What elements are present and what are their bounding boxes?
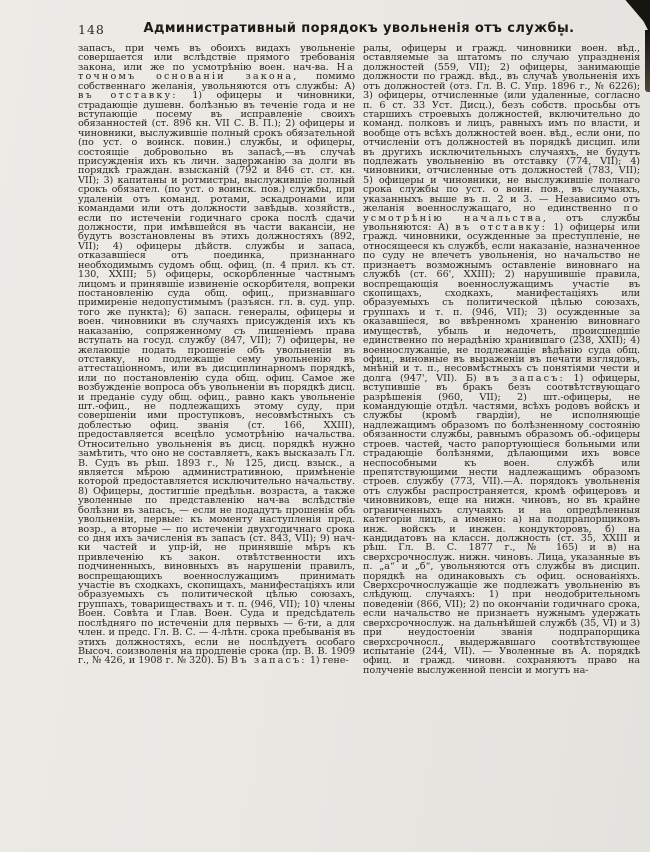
article-body xyxy=(78,44,640,785)
page-title: Административный порядокъ увольненія отъ службы. xyxy=(143,21,575,36)
page-header xyxy=(78,21,640,39)
text-column-left: запасъ, при чемъ въ обоихъ видахъ увольненіе совершается или вслѣдствіе прямого требованія закона, или же по усмотрѣнію воен. нач-ва. На точномъ основаніи закона, помимо собственнаго желанія, увольняются отъ службы: А) въ отставку: 1) офицеры и чиновники, страдающіе душевн. болѣзнью въ теченіе года и не вступающіе посему въ исправленіе своихъ обязанностей (ст. 896 кн. VII С. В. П.); 2) офицеры и чиновники, выслужившіе полный срокъ обязательной (по уст. о воинск. повин.) службы, и офицеры, состоящіе добровольно въ запасѣ,—въ случаѣ присужденія ихъ къ личн. задержанію за долги въ порядкѣ граждан. взысканій (792 и 846 ст. ст. кн. VII); 3) капитаны и ротмистры, выслужившіе полный срокъ обязател. (по уст. о воинск. пов.) службы, при удаленіи отъ команд. ротами, эскадронами или командами или отъ должности завѣдыв. хозяйств., если по истеченіи годичнаго срока послѣ сдачи должности, при имѣвшейся въ части вакансіи, не будутъ возстановлены въ этихъ должностяхъ (892, VII); 4) офицеры дѣйств. службы и запаса, отказавшіеся отъ поединка, признаннаго необходимымъ судомъ общ. офиц. (п. 4 прил. къ ст. 130, XXIII; 5) офицеры, оскорбленные частнымъ лицомъ и принявшіе извиненіе оскорбителя, вопреки постановленію суда общ. офиц., признавшаго примиреніе недопустимымъ (разъясн. гл. в. суд. упр. того же пункта); 6) запасн. генералы, офицеры и воен. чиновники въ случаяхъ присужденія ихъ къ наказанію, сопряженному съ лишеніемъ права вступать на госуд. службу (847, VII); 7) офицеры, не желающіе подать прошеніе объ увольненіи въ отставку, но подлежащіе сему увольненію въ аттестаціонномъ, или въ дисциплинарномъ порядкѣ, или по постановленію суда общ. офиц. Самое же возбужденіе вопроса объ увольненіи въ порядкѣ дисц. и преданіе суду общ. офиц., равно какъ увольненіе шт.-офиц., не подлежащихъ этому суду, при совершеніи ими проступковъ, несовмѣстныхъ съ доблестью офиц. званія (ст. 166, XXIII), предоставляется всецѣло усмотрѣнію начальства. Относительно увольненія въ дисц. порядкѣ нужно замѣтить, что оно не составляетъ, какъ высказалъ Гл. В. Судъ въ рѣш. 1893 г., № 125, дисц. взыск., а является мѣрою административною, примѣненіе которой предоставляется исключительно начальству. 8) Офицеры, достигшіе предѣльн. возраста, а также уволенные по представленію нач-ва вслѣдствіе болѣзни въ запасъ, — если не подадутъ прошенія объ увольненіи, первые: къ моменту наступленія пред. возр., а вторые — по истеченіи двухгодичнаго срока со дня ихъ зачисленія въ запасъ (ст. 843, VII); 9) нач-ки частей и упр-ій, не принявшіе мѣръ къ привлеченію къ закон. отвѣтственности ихъ подчиненныхъ, виновныхъ въ нарушеніи правилъ, воспрещающихъ военнослужащимъ принимать участіе въ сходкахъ, скопищахъ, манифестаціяхъ или образуемыхъ съ политической цѣлью союзахъ, группахъ, товариществахъ и т. п. (946, VII); 10) члены Воен. Совѣта и Глав. Воен. Суда и предсѣдатель послѣдняго по истеченіи для первыхъ — 6-ти, а для член. и предс. Гл. В. С. — 4-лѣтн. срока пребыванія въ этихъ должностяхъ, если не послѣдуетъ особаго Высоч. соизволенія на продленіе срока (пр. В. В. 1909 г., № 426, и 1908 г. № 320). Б) Въ запасъ: 1) гене- xyxy=(78,44,355,667)
page-number: 148 xyxy=(78,22,105,37)
text-column-right: ралы, офицеры и гражд. чиновники воен. вѣд., оставляемые за штатомъ по случаю упраздненія должностей (559, VII); 2) офицеры, занимающіе должности по гражд. вѣд., въ случаѣ увольненія ихъ отъ должностей (отз. Гл. В. С. Упр. 1896 г., № 6226); 3) офицеры, отчисленные (или удаленные, согласно п. 6 ст. 33 Уст. Дисц.), безъ собств. просьбы отъ старшихъ строевыхъ должностей, включительно до команд. полковъ и лицъ, равныхъ имъ по власти, и вообще отъ всѣхъ должностей воен. вѣд., если они, по отчисленіи отъ должностей въ порядкѣ дисцип. или въ другихъ исключительныхъ случаяхъ, не будутъ подлежать увольненію въ отставку (774, VII); 4) чиновники, отчисленные отъ должностей (783, VII); 5) офицеры и чиновники, не выслужившіе полнаго срока службы по уст. о воин. пов., въ случаяхъ, указанныхъ выше въ п. 2 и 3. — Независимо отъ желанія военнослужащаго, но единственно по усмотрѣнію начальства, отъ службы увольняются: А) въ отставку: 1) офицеры или гражд. чиновники, осужденные за преступленіе, не относящееся къ службѣ, если наказаніе, назначенное по суду не влечетъ увольненія, но начальство не признаетъ возможнымъ оставленіе виновнаго на службѣ (ст. 66', XXIII); 2) нарушившіе правила, воспрещающія военнослужащимъ участіе въ скопищахъ, сходкахъ, манифестаціяхъ или образуемыхъ съ политической цѣлью союзахъ, группахъ и т. п. (946, VII); 3) осужденные за оказавшіеся, во ввѣренномъ храненію виновнаго имуществѣ, убыль и недочетъ, происшедшіе единственно по нерадѣнію хранившаго (238, XXII); 4) военнослужащіе, не подлежащіе вѣдѣнію суда общ. офиц., виновные въ выраженіи въ печати взглядовъ, мнѣній и т. п., несовмѣстныхъ съ понятіями чести и долга (947', VII). Б) въ запасъ: 1) офицеры, вступившіе въ бракъ безъ соотвѣтствующаго разрѣшенія (960, VII); 2) шт.-офицеры, не командующіе отдѣл. частями, всѣхъ родовъ войскъ и службы (кромѣ гвардіи), не исполняющіе надлежащимъ образомъ по болѣзненному состоянію обязанности службы, равнымъ образомъ об.-офицеры строев. частей, часто рапортующіеся больными или страдающіе болѣзнями, дѣлающими ихъ вовсе неспособными къ воен. службѣ или препятствующими нести надлежащимъ образомъ строев. службу (773, VII).—А. порядокъ увольненія отъ службы распространяется, кромѣ офицеровъ и чиновниковъ, еще на нижн. чиновъ, но въ крайне ограниченныхъ случаяхъ и на опредѣленныя категоріи лицъ, а именно: а) на подпрапорщиковъ инж. войскъ и инжен. кондукторовъ, б) на кандидатовъ на классн. должность (ст. 35, XXIII и рѣш. Гл. В. С. 1877 г., № 165) и в) на сверхсрочнослуж. нижн. чиновъ. Лица, указанные въ п. „а“ и „б“, увольняются отъ службы въ дисцип. порядкѣ на одинаковыхъ съ офиц. основаніяхъ. Сверхсрочнослужащіе же подлежатъ увольненію въ слѣдующ. случаяхъ: 1) при неодобрительномъ поведеніи (866, VII); 2) по окончаніи годичнаго срока, если начальство не признаетъ нужнымъ удержать сверхсрочнослуж. на дальнѣйшей службѣ (35, VI) и 3) при неудостоеніи званія подпрапорщика сверхсрочносл., выдержавшаго соотвѣтствующее испытаніе (244, VII). — Уволенные въ А. порядкѣ офиц. и гражд. чиновн. сохраняютъ право на полученіе выслуженной пенсіи и могутъ на- xyxy=(363,44,640,676)
scan-artifact-edge xyxy=(645,30,650,92)
